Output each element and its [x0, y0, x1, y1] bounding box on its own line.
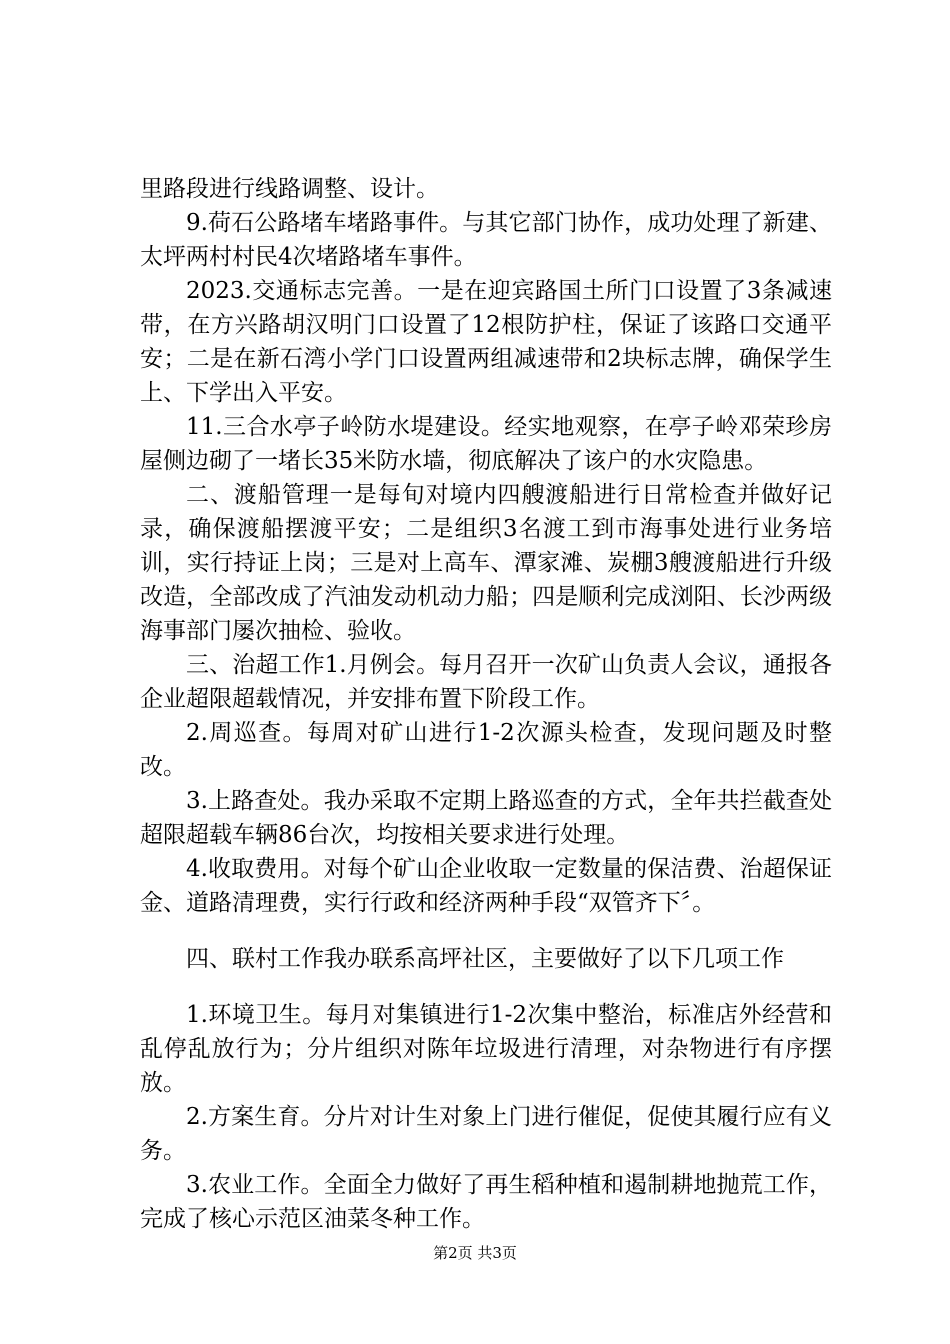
paragraph-village-work: 四、联村工作我办联系高坪社区，主要做好了以下几项工作	[186, 946, 784, 972]
paragraph-route-adjustment: 里路段进行线路调整、设计。	[140, 176, 439, 202]
paragraph-agriculture: 3.农业工作。全面全力做好了再生稻种植和遏制耕地抛荒工作，完成了核心示范区油菜冬种工作。	[140, 1172, 832, 1232]
paragraph-item-11: 11.三合水亭子岭防水堤建设。经实地观察，在亭子岭邓荣珍房屋侧边砌了一堵长35米防水墙，彻底解决了该户的水灾隐患。	[140, 414, 832, 474]
paragraph-fee-collection: 4.收取费用。对每个矿山企业收取一定数量的保洁费、治超保证金、道路清理费，实行行政和经济两种手段“双管齐下〞。	[140, 856, 832, 916]
paragraph-overload-control: 三、治超工作1.月例会。每月召开一次矿山负责人会议，通报各企业超限超载情况，并安排布置下阶段工作。	[140, 652, 832, 712]
paragraph-ferry-management: 二、渡船管理一是每旬对境内四艘渡船进行日常检查并做好记录，确保渡船摆渡平安；二是组织3名渡工到市海事处进行业务培训，实行持证上岗；三是对上高车、潭家滩、炭棚3艘渡船进行升级改造，全部改成了汽油发动机动力船；四是顺利完成浏阳、长沙两级海事部门屡次抽检、验收。	[140, 482, 832, 644]
paragraph-road-enforcement: 3.上路查处。我办采取不定期上路巡查的方式，全年共拦截查处超限超载车辆86台次，均按相关要求进行处理。	[140, 788, 832, 848]
document-body	[140, 172, 832, 1236]
paragraph-environment: 1.环境卫生。每月对集镇进行1-2次集中整治，标准店外经营和乱停乱放行为；分片组织对陈年垃圾进行清理，对杂物进行有序摆放。	[140, 1002, 832, 1096]
paragraph-weekly-inspection: 2.周巡查。每周对矿山进行1-2次源头检查，发现问题及时整改。	[140, 720, 832, 780]
paragraph-family-planning: 2.方案生育。分片对计生对象上门进行催促，促使其履行应有义务。	[140, 1104, 832, 1164]
paragraph-item-10: 2023.交通标志完善。一是在迎宾路国土所门口设置了3条减速带，在方兴路胡汉明门口设置了12根防护柱，保证了该路口交通平安；二是在新石湾小学门口设置两组减速带和2块标志牌，确保学生上、下学出入平安。	[140, 278, 832, 406]
page-footer: 第2页 共3页	[433, 1244, 517, 1262]
paragraph-item-9: 9.荷石公路堵车堵路事件。与其它部门协作，成功处理了新建、太坪两村村民4次堵路堵车事件。	[140, 210, 832, 270]
